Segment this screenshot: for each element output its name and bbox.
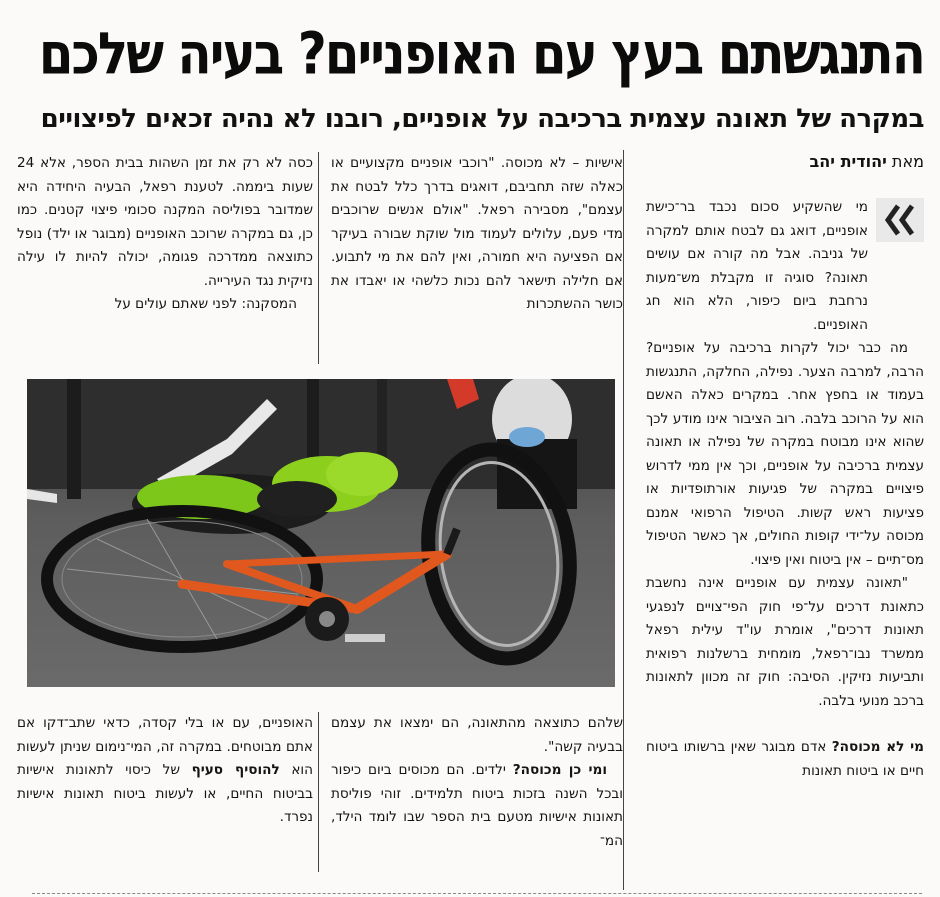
column-rule [318, 152, 319, 364]
subheading-who-not-covered: מי לא מכוסה? [831, 739, 924, 755]
byline-prefix: מאת [891, 152, 924, 171]
article-column-middle-bottom [331, 712, 623, 872]
article-byline [646, 150, 924, 174]
article-column-left-top [17, 152, 313, 368]
bicycle-crash-photo [27, 379, 615, 687]
paragraph-serious-problem: שלהם כתוצאה מהתאונה, הם ימצאו את עצמם בבעיה קשה". [331, 715, 623, 755]
article-headline: התנגשתם בעץ עם האופניים? בעיה שלכם [38, 20, 924, 88]
column-rule [623, 150, 624, 890]
subheading-who-covered: ומי כן מכוסה? [512, 762, 607, 778]
paragraph-not-covered: אדם מבוגר שאין ברשותו ביטוח חיים או ביטוח תאונות [646, 739, 924, 779]
article-column-right-top [646, 196, 924, 736]
paragraph-professional-riders: אישיות – לא מכוסה. "רוכבי אופניים מקצועיים או כאלה שזה תחביבם, דואגים בדרך כלל לבטח את עצמם", מסבירה רפאל. "אולם אנשים שרוכבים מדי פעם, עלולים לעמוד מול שוקת שבורה בעיקר אם הפציעה היא חמורה, ואין להם את מי לתבוע. אם חלילה תישאר להם נכות כלשהי או יאבדו את כושר ההשתכרות [331, 155, 623, 312]
paragraph-conclusion-start: המסקנה: לפני שאתם עולים על [114, 296, 297, 312]
article-column-right-bottom [646, 736, 924, 888]
article-column-left-bottom [17, 712, 313, 872]
paragraph-quote: "תאונה עצמית עם אופניים אינה נחשבת כתאונת דרכים על־פי חוק הפי־צויים לנפגעי תאונות דרכים", אומרת עו"ד עילית רפאל ממשרד נבו־רפאל, מומחית ברשלנות רפואית ותביעות נזיקין. הסיבה: חוק זה מכוון לתאונות ברכב מנועי בלבה. [646, 575, 924, 709]
article-column-middle-top [331, 152, 623, 368]
paragraph-children-covered: ילדים. הם מכוסים ביום כיפור ובכל השנה בזכות ביטוח תלמידים. זוהי פוליסת תאונות אישיות מטעם בית הספר שבו לומד הילד, המ־ [331, 762, 623, 849]
bottom-dashed-rule [32, 893, 922, 894]
recommendation-text-a: האופניים, עם או בלי קסדה, כדאי שתב־דקו אם אתם מבוטחים. במקרה זה, המי־נימום שניתן לעשות הוא [17, 715, 313, 778]
column-rule [318, 712, 319, 872]
paragraph-risks: מה כבר יכול לקרות ברכיבה על אופניים? הרבה, למרבה הצער. נפילה, החלקה, התנגשות בעמוד או בחפץ אחר. במקרים כאלה האשם הוא על הרוכב בלבה. רוב הציבור אינו מודע לכך שהוא אינו מבוטח במקרה של נפילה או תאונה עצמית ברכיבה על אופניים, וכך אין ממי לדרוש פיצויים במקרה של פגיעות אורתופדיות או פציעות ראש קשות. הטיפול הרפואי אמנם מכוסה על־ידי קופות החולים, אך כאשר הטיפול מס־תיים – אין ביטוח ואין פיצוי. [646, 340, 924, 568]
byline-author: יהודית יהב [809, 152, 887, 171]
article-subtitle: במקרה של תאונה עצמית ברכיבה על אופניים, רובנו לא נהיה זכאים לפיצויים [40, 104, 924, 134]
paragraph-intro: מי שהשקיע סכום נכבד בר־כישת אופניים, דואג גם לבטח אותם למקרה של גניבה. אבל מה קורה אם עושים תאונה? סוגיה זו מקבלת מש־מעות נרחבת ביום כיפור, הלא הוא חג האופניים. [646, 199, 868, 333]
paragraph-school-insurance: כסה לא רק את זמן השהות בבית הספר, אלא 24 שעות ביממה. לטענת רפאל, הבעיה היחידה היא שמדובר בפוליסה המקנה סכומי פיצוי קטנים. כמו כן, גם במקרה שרוכב האופניים (מבוגר או ילד) נופל כתוצאה ממדרכה פגומה, יכולה להיות לו עילה נזיקית נגד העירייה. [17, 155, 313, 289]
paragraph-recommendation [17, 712, 313, 830]
recommendation-text-b: של כיסוי לתאונות אישיות בביטוח החיים, או לעשות ביטוח תאונות אישיות נפרד. [17, 762, 313, 825]
recommendation-bold: להוסיף סעיף [191, 762, 280, 778]
